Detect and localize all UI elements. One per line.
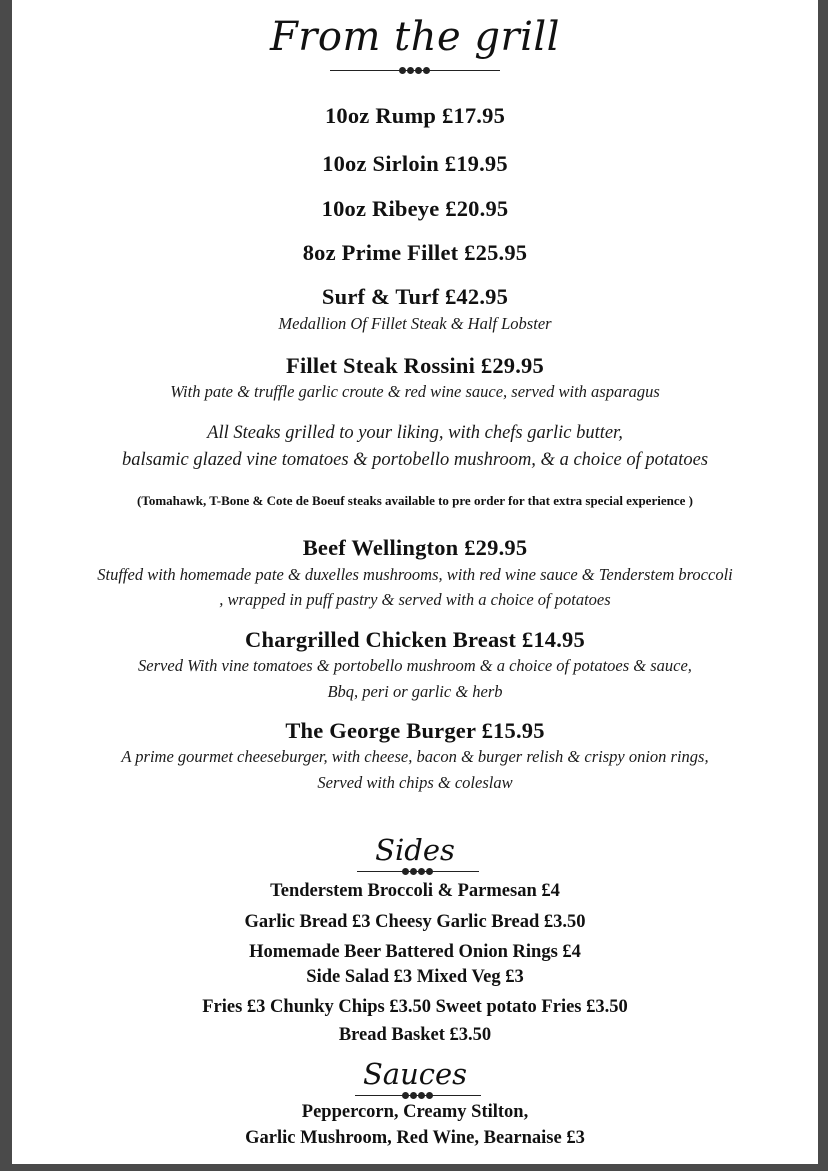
menu-page: [12, 0, 818, 1164]
main-item-burger: The George Burger £15.95: [285, 718, 545, 743]
sides-line: Bread Basket £3.50: [338, 1025, 492, 1045]
main-item-chicken-desc: Bbq, peri or garlic & herb: [327, 682, 503, 701]
main-item-wellington: Beef Wellington £29.95: [302, 535, 528, 560]
sides-line: Fries £3 Chunky Chips £3.50 Sweet potato Fries £3.50: [202, 997, 628, 1017]
sauces-line: Garlic Mushroom, Red Wine, Bearnaise £3: [245, 1128, 585, 1148]
grill-item-rossini-desc: With pate & truffle garlic croute & red wine sauce, served with asparagus: [170, 382, 660, 401]
grill-item-rossini: Fillet Steak Rossini £29.95: [286, 353, 544, 378]
sides-divider: [357, 865, 479, 877]
sauces-line: Peppercorn, Creamy Stilton,: [301, 1102, 529, 1122]
main-item-wellington-desc: Stuffed with homemade pate & duxelles mushrooms, with red wine sauce & Tenderstem broccoli: [97, 565, 733, 584]
sides-line: Homemade Beer Battered Onion Rings £4: [249, 942, 581, 962]
sides-line: Side Salad £3 Mixed Veg £3: [306, 967, 524, 987]
sides-title: Sides: [375, 833, 455, 867]
steak-note-line: balsamic glazed vine tomatoes & portobello mushroom, & a choice of potatoes: [121, 450, 709, 470]
main-item-burger-desc: Served with chips & coleslaw: [317, 773, 513, 792]
steak-note-line: All Steaks grilled to your liking, with chefs garlic butter,: [207, 423, 623, 443]
sauces-divider: [355, 1089, 481, 1101]
main-item-burger-desc: A prime gourmet cheeseburger, with cheese, bacon & burger relish & crispy onion rings,: [121, 747, 709, 766]
grill-item-rump: 10oz Rump £17.95: [324, 103, 506, 128]
grill-item-surf-turf: Surf & Turf £42.95: [321, 284, 509, 309]
grill-item-sirloin: 10oz Sirloin £19.95: [322, 151, 508, 176]
title-divider: [330, 64, 500, 76]
grill-item-prime-fillet: 8oz Prime Fillet £25.95: [302, 240, 528, 265]
sauces-title: Sauces: [362, 1057, 468, 1091]
main-item-chicken: Chargrilled Chicken Breast £14.95: [245, 627, 585, 652]
menu-title: From the grill: [270, 14, 560, 60]
preorder-note: (Tomahawk, T-Bone & Cote de Boeuf steaks available to pre order for that extra special experience ): [137, 493, 693, 508]
sides-line: Garlic Bread £3 Cheesy Garlic Bread £3.50: [244, 912, 586, 932]
main-item-chicken-desc: Served With vine tomatoes & portobello mushroom & a choice of potatoes & sauce,: [138, 656, 692, 675]
main-item-wellington-desc: , wrapped in puff pastry & served with a choice of potatoes: [219, 590, 611, 609]
grill-item-surf-turf-desc: Medallion Of Fillet Steak & Half Lobster: [278, 314, 552, 333]
sides-line: Tenderstem Broccoli & Parmesan £4: [270, 881, 560, 901]
grill-item-ribeye: 10oz Ribeye £20.95: [321, 196, 509, 221]
